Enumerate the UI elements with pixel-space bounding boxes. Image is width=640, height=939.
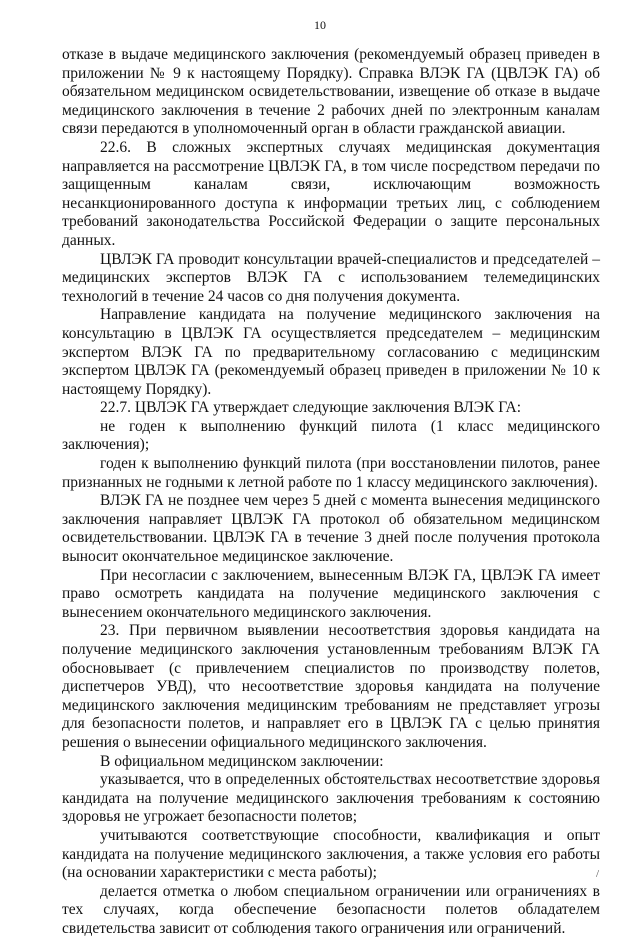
list-item-note: делается отметка о любом специальном ограничении или ограничениях в тех случаях, когда обеспечение безопасности полетов обладателем свидетельства зависит от соблюдения такого ограничения или ограничений.	[62, 882, 600, 937]
list-item-fit: годен к выполнению функций пилота (при восстановлении пилотов, ранее признанных не годными к летной работе по 1 классу медицинского заключения).	[62, 455, 600, 491]
list-item-considered: учитываются соответствующие способности, квалификация и опыт кандидата на получение медицинского заключения, а также условия его работы (на основании характеристики с места работы);	[62, 826, 600, 882]
paragraph-referral: Направление кандидата на получение медицинского заключения на консультацию в ЦВЛЭК ГА осуществляется председателем – медицинским экспертом ВЛЭК ГА по предварительному согласованию с медицинским экспертом ЦВЛЭК ГА (рекомендуемый образец приведен в приложении № 10 к настоящему Порядку).	[62, 306, 600, 398]
paragraph-protocol: ВЛЭК ГА не позднее чем через 5 дней с момента вынесения медицинского заключения направляет ЦВЛЭК ГА протокол об обязательном медицинском освидетельствовании. ЦВЛЭК ГА в течение 3 дней после получения протокола выносит окончательное медицинское заключение.	[62, 492, 600, 566]
paragraph-22-7: 22.7. ЦВЛЭК ГА утверждает следующие заключения ВЛЭК ГА:	[100, 399, 521, 417]
paragraph-23: 23. При первичном выявлении несоответствия здоровья кандидата на получение медицинского заключения установленным требованиям ВЛЭК ГА обосновывает (с привлечением специалистов по производству полетов, диспетчеров УВД), что несоответствие здоровья кандидата на получение медицинского заключения медицинским требованиям не представляет угрозы для безопасности полетов, и направляет его в ЦВЛЭК ГА с целью принятия решения о вынесении официального медицинского заключения.	[62, 622, 600, 751]
paragraph-consultations: ЦВЛЭК ГА проводит консультации врачей-специалистов и председателей – медицинских экспертов ВЛЭК ГА с использованием телемедицинских технологий в течение 24 часов со дня получения документа.	[62, 250, 600, 305]
list-item-not-fit: не годен к выполнению функций пилота (1 класс медицинского заключения);	[62, 417, 600, 454]
paragraph-official-conclusion: В официальном медицинском заключении:	[100, 752, 384, 770]
paragraph-22-6: 22.6. В сложных экспертных случаях медицинская документация направляется на рассмотрение ЦВЛЭК ГА, в том числе посредством передачи по защищенным каналам связи, исключающим возможность несанкционированного доступа к информации третьих лиц, с соблюдением требований законодательства Российской Федерации о защите персональных данных.	[62, 138, 600, 249]
document-body	[62, 46, 600, 939]
paragraph-disagreement: При несогласии с заключением, вынесенным ВЛЭК ГА, ЦВЛЭК ГА имеет право осмотреть кандидата на получение медицинского заключения с вынесением окончательного медицинского заключения.	[62, 566, 600, 621]
list-item-indicated: указывается, что в определенных обстоятельствах несоответствие здоровья кандидата на получение медицинского заключения требованиям к состоянию здоровья не угрожает безопасности полетов;	[62, 771, 600, 826]
paragraph-continuation: отказе в выдаче медицинского заключения (рекомендуемый образец приведен в приложении № 9 к настоящему Порядку). Справка ВЛЭК ГА (ЦВЛЭК ГА) об обязательном медицинском освидетельствовании, извещение об отказе в выдаче медицинского заключения в течение 2 рабочих дней по электронным каналам связи передаются в уполномоченный орган в области гражданской авиации.	[62, 46, 600, 138]
page-number: 10	[314, 18, 326, 32]
scan-mark: /	[596, 868, 600, 880]
